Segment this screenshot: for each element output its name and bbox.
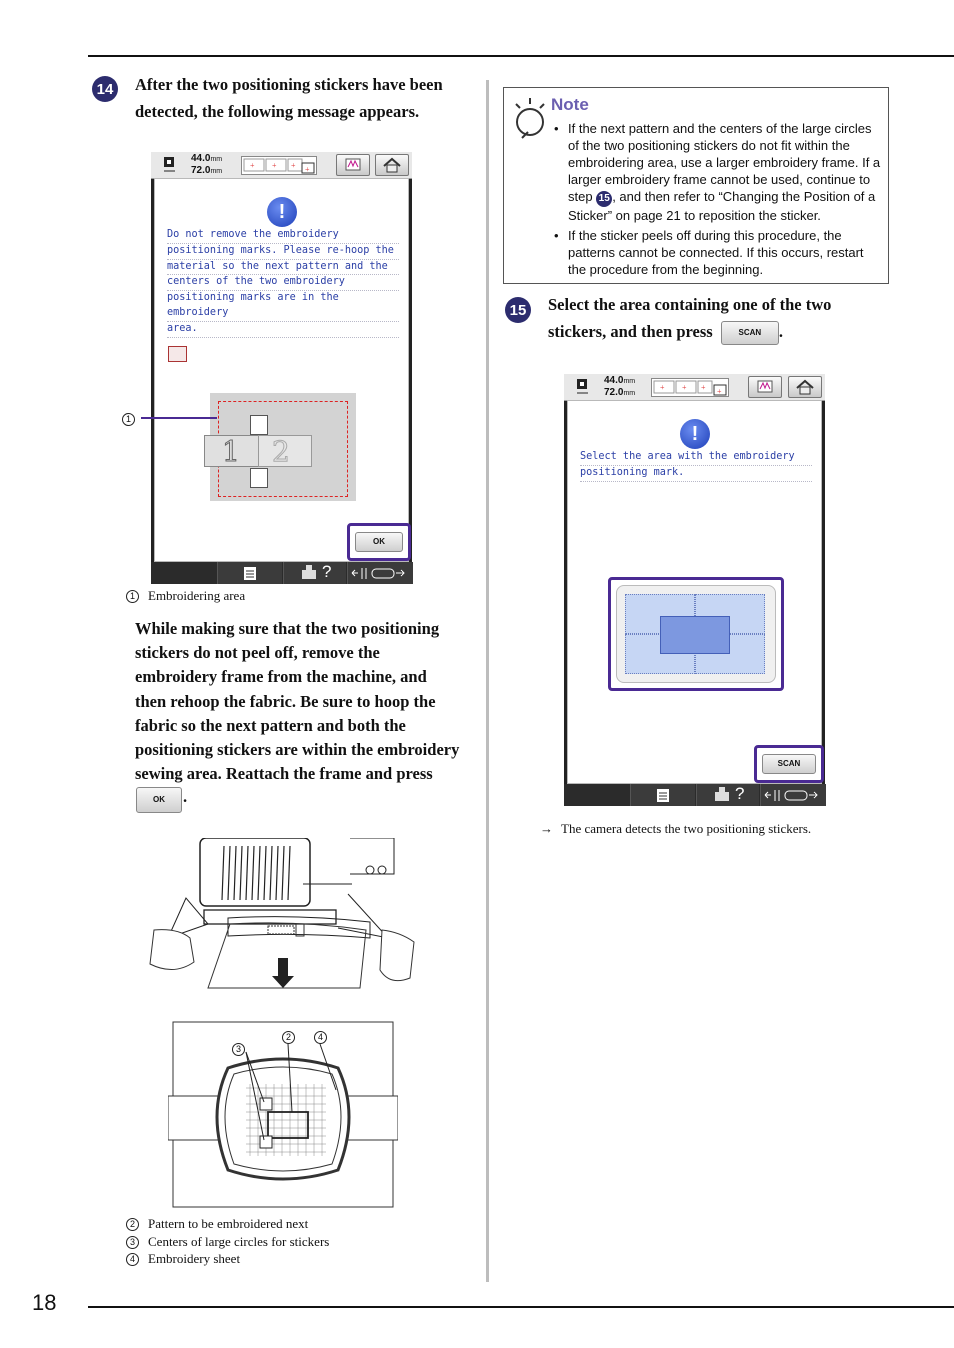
caption-text: Centers of large circles for stickers — [148, 1233, 330, 1249]
callout-1-leader — [141, 417, 217, 419]
pattern-numbers-icon — [220, 437, 310, 465]
note-box — [503, 87, 889, 284]
callout-2 — [282, 1028, 304, 1046]
note-item — [552, 120, 882, 224]
step-14-heading-line2: detected, the following message appears. — [135, 102, 420, 121]
screen-body — [154, 178, 409, 562]
frame-icon — [168, 346, 187, 362]
help-question-mark: ? — [322, 562, 332, 581]
page-number: 18 — [32, 1290, 57, 1315]
top-rule — [88, 55, 954, 57]
message-line: material so the next pattern and the — [167, 260, 399, 276]
height-unit: mm — [623, 390, 636, 397]
instruction-line: While making sure that the two positioning — [135, 619, 440, 638]
note-title: Note — [551, 95, 589, 114]
svg-text:+: + — [305, 165, 310, 174]
help-button[interactable] — [696, 784, 759, 806]
message-line: positioning marks. Please re-hoop the — [167, 244, 399, 260]
width-value: 44.0 — [191, 153, 211, 164]
embroidery-edit-button[interactable] — [336, 154, 370, 176]
instruction-line: stickers do not peel off, remove the — [135, 643, 380, 663]
instruction-line: positioning stickers are within the embroidery — [135, 740, 460, 760]
screen-footer — [151, 562, 412, 584]
height-unit: mm — [210, 168, 223, 175]
svg-text:+: + — [717, 387, 722, 396]
callout-4 — [314, 1028, 336, 1046]
screen-footer — [564, 784, 825, 806]
step-15-heading-line2-text: stickers, and then press — [548, 322, 713, 341]
result-text: The camera detects the two positioning stickers. — [561, 821, 812, 836]
callout-3 — [232, 1040, 254, 1058]
step-ref-badge: 15 — [596, 191, 612, 207]
pattern-size-readout — [191, 153, 222, 177]
alert-message — [580, 450, 812, 482]
caption-number: 1 — [126, 590, 139, 603]
message-line: area. — [167, 322, 399, 338]
home-icon — [376, 155, 408, 175]
period: . — [778, 322, 783, 341]
svg-text:1: 1 — [222, 437, 240, 465]
list-icon — [631, 784, 695, 806]
note-item-text: If the next pattern and the centers of the large circles of the two positioning stickers do not fit within the embroidering area, use a larger embroidery frame. If a larger embroidery frame cannot be used, continue to step — [568, 121, 881, 204]
pattern-size-icon — [163, 156, 179, 174]
height-value: 72.0 — [604, 387, 624, 398]
thread-frame-icon — [348, 562, 413, 584]
result-line — [540, 820, 811, 838]
result-arrow: → — [540, 821, 553, 836]
caption-row — [126, 1215, 329, 1233]
caption-text: Embroidering area — [148, 588, 246, 603]
thread-trim-button[interactable] — [347, 562, 413, 584]
step-15-heading — [548, 291, 888, 345]
plus-marks-icon — [242, 157, 316, 174]
step-15-heading-line1: Select the area containing one of the two — [548, 295, 832, 314]
caption-number: 3 — [126, 1236, 139, 1249]
step-15-badge: 15 — [505, 297, 531, 323]
frame-position-indicator — [651, 378, 729, 397]
machine-screen-step15 — [564, 374, 825, 806]
caption-number: 4 — [126, 1253, 139, 1266]
machine-screen-step14 — [151, 152, 412, 584]
width-unit: mm — [210, 156, 223, 163]
svg-text:+: + — [660, 383, 665, 392]
thread-trim-button[interactable] — [760, 784, 826, 806]
list-button[interactable] — [630, 784, 695, 806]
screen-top-bar — [151, 152, 412, 179]
area-selector-frame — [616, 585, 776, 683]
help-question-mark: ? — [735, 784, 745, 803]
pattern-block — [660, 616, 730, 654]
step-14-heading-line1: After the two positioning stickers have been — [135, 75, 443, 94]
message-line: positioning mark. — [580, 466, 812, 482]
alert-message — [167, 228, 399, 338]
note-item-text-tail: , and then refer to “Changing the Position of a Sticker” on page 21 to reposition the sticker. — [568, 189, 876, 223]
callout-3-number: 3 — [232, 1043, 245, 1056]
note-item-text: If the sticker peels off during this procedure, the patterns cannot be connected. If this occurs, restart the procedure from the beginning. — [568, 228, 864, 277]
ok-button-highlight — [347, 523, 411, 561]
embroidery-edit-button[interactable] — [748, 376, 782, 398]
callout-1-number: 1 — [122, 413, 135, 426]
help-button[interactable] — [283, 562, 346, 584]
positioning-sticker-icon — [250, 468, 268, 488]
caption-embroidering-area — [126, 587, 245, 605]
home-icon — [789, 377, 821, 397]
bottom-rule — [88, 1306, 954, 1308]
machine-help-icon — [697, 784, 759, 806]
caption-text: Pattern to be embroidered next — [148, 1216, 309, 1231]
bullet: • — [554, 228, 559, 243]
step-14-heading — [135, 71, 480, 125]
embroidery-sheet-illustration — [168, 1020, 398, 1210]
column-separator — [486, 80, 489, 1282]
screen-body — [567, 400, 822, 784]
caption-row — [126, 1250, 329, 1268]
caption-text: Embroidery sheet — [148, 1251, 241, 1266]
height-value: 72.0 — [191, 165, 211, 176]
svg-text:+: + — [701, 383, 706, 392]
message-line: centers of the two embroidery — [167, 275, 399, 291]
message-line: Do not remove the embroidery — [167, 228, 399, 244]
svg-text:+: + — [682, 383, 687, 392]
machine-help-icon — [284, 562, 346, 584]
home-button[interactable] — [788, 376, 822, 398]
callout-2-number: 2 — [282, 1031, 295, 1044]
period: . — [183, 787, 188, 806]
scan-button[interactable]: SCAN — [762, 754, 816, 774]
frame-position-indicator — [241, 156, 317, 175]
ok-button-inline: OK — [136, 787, 182, 813]
callout-1 — [122, 410, 144, 428]
instruction-line: sewing area. Reattach the frame and press — [135, 764, 433, 784]
thread-frame-icon — [761, 784, 826, 806]
bullet: • — [554, 121, 559, 136]
callout-4-number: 4 — [314, 1031, 327, 1044]
embroidery-edit-icon — [337, 155, 369, 175]
area-selection-highlight — [608, 577, 784, 691]
scan-button-highlight — [754, 745, 824, 783]
rehoop-instructions — [135, 617, 480, 786]
note-item — [552, 227, 882, 278]
svg-text:+: + — [272, 161, 277, 170]
instruction-line: then rehoop the fabric. Be sure to hoop the — [135, 691, 436, 711]
scan-button-inline: SCAN — [721, 321, 779, 345]
note-items — [552, 120, 882, 278]
svg-text:2: 2 — [272, 437, 290, 465]
svg-text:+: + — [250, 161, 255, 170]
caption-row — [126, 1233, 329, 1251]
pattern-size-icon — [576, 378, 592, 396]
instruction-line: fabric so the next pattern and both the — [135, 715, 406, 735]
pattern-size-readout — [604, 375, 635, 399]
instruction-line: embroidery frame from the machine, and — [135, 667, 427, 687]
list-button[interactable] — [217, 562, 282, 584]
positioning-sticker-icon — [250, 415, 268, 435]
note-pencil-icon — [512, 98, 548, 142]
embroidery-edit-icon — [749, 377, 781, 397]
home-button[interactable] — [375, 154, 409, 176]
caption-number: 2 — [126, 1218, 139, 1231]
alert-icon: ! — [267, 197, 297, 227]
alert-icon: ! — [680, 419, 710, 449]
width-unit: mm — [623, 378, 636, 385]
width-value: 44.0 — [604, 375, 624, 386]
message-line: Select the area with the embroidery — [580, 450, 812, 466]
message-line: positioning marks are in the embroidery — [167, 291, 399, 322]
svg-text:+: + — [291, 161, 296, 170]
screen-top-bar — [564, 374, 825, 401]
plus-marks-icon — [652, 379, 728, 396]
ok-button[interactable]: OK — [355, 532, 403, 552]
list-icon — [218, 562, 282, 584]
figure-captions — [126, 1215, 329, 1268]
embroidering-area-diagram — [210, 393, 356, 501]
step-15-heading-line2 — [548, 318, 888, 345]
step-14-badge: 14 — [92, 76, 118, 102]
machine-frame-illustration — [138, 838, 418, 990]
